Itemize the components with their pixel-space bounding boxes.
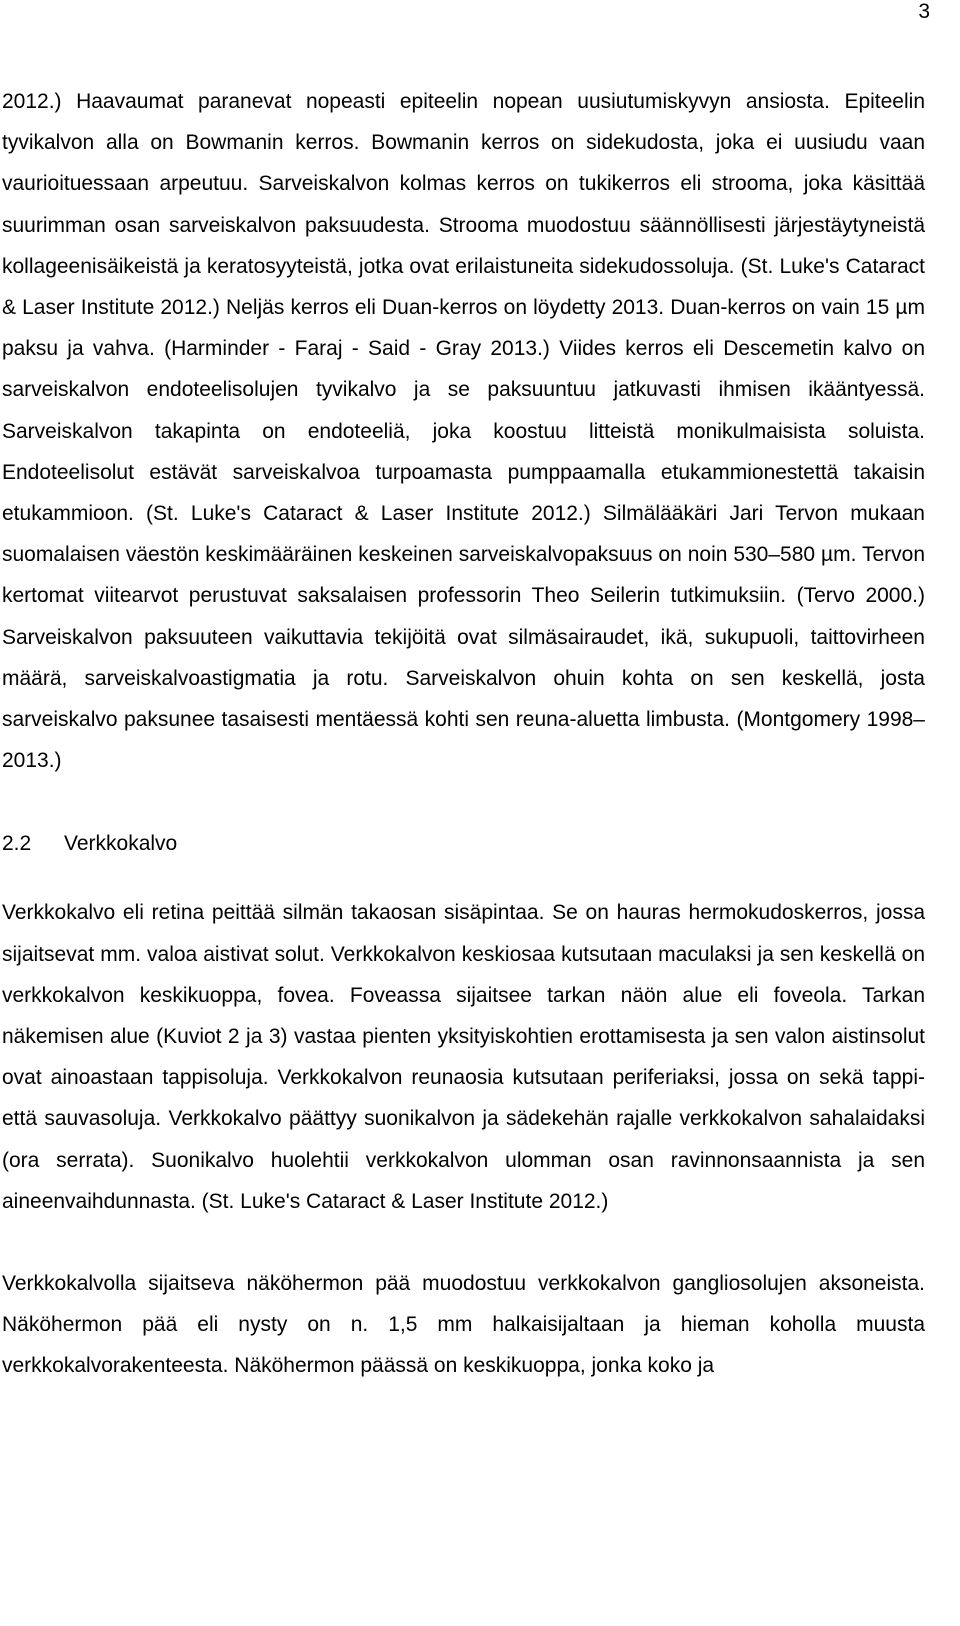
section-title: Verkkokalvo bbox=[64, 832, 178, 856]
section-heading bbox=[2, 823, 925, 864]
page-number: 3 bbox=[918, 0, 930, 23]
body-paragraph: Verkkokalvo eli retina peittää silmän takaosan sisäpintaa. Se on hauras hermokudoskerros, jossa sijaitsevat mm. valoa aistivat solut. Verkkokalvon keskiosaa kutsutaan maculaksi ja sen keskellä on verkkokalvon keskikuoppa, fovea. Foveassa sijaitsee tarkan näön alue eli foveola. Tarkan näkemisen alue (Kuviot 2 ja 3) vastaa pienten yksityiskohtien erottamisesta ja sen valon aistinsolut ovat ainoastaan tappisoluja. Verkkokalvon reunaosia kutsutaan periferiaksi, jossa on sekä tappi- että sauvasoluja. Verkkokalvo päättyy suonikalvon ja sädekehän rajalle verkkokalvon sahalaidaksi (ora serrata). Suonikalvo huolehtii verkkokalvon ulomman osan ravinnonsaannista ja sen aineenvaihdunnasta. (St. Luke's Cataract & Laser Institute 2012.) bbox=[2, 901, 925, 1213]
body-paragraph: Verkkokalvolla sijaitseva näköhermon pää muodostuu verkkokalvon gangliosolujen aksoneista. Näköhermon pää eli nysty on n. 1,5 mm halkaisijaltaan ja hieman koholla muusta verkkokalvorakenteesta. Näköhermon päässä on keskikuoppa, jonka koko ja bbox=[2, 1272, 925, 1378]
section-number: 2.2 bbox=[2, 832, 32, 856]
body-paragraph: 2012.) Haavaumat paranevat nopeasti epiteelin nopean uusiutumiskyvyn ansiosta. Epiteelin tyvikalvon alla on Bowmanin kerros. Bowmanin kerros on sidekudosta, joka ei uusiudu vaan vaurioituessaan arpeutuu. Sarveiskalvon kolmas kerros on tukikerros eli strooma, joka käsittää suurimman osan sarveiskalvon paksuudesta. Strooma muodostuu säännöllisesti järjestäytyneistä kollageenisäikeistä ja keratosyyteistä, jotka ovat erilaistuneita sidekudossoluja. (St. Luke's Cataract & Laser Institute 2012.) Neljäs kerros eli Duan-kerros on löydetty 2013. Duan-kerros on vain 15 µm paksu ja vahva. (Harminder - Faraj - Said - Gray 2013.) Viides kerros eli Descemetin kalvo on sarveiskalvon endoteelisolujen tyvikalvo ja se paksuuntuu jatkuvasti ihmisen ikääntyessä. Sarveiskalvon takapinta on endoteeliä, joka koostuu litteistä monikulmaisista soluista. Endoteelisolut estävät sarveiskalvoa turpoamasta pumppaamalla etukammionestettä takaisin etukammioon. (St. Luke's Cataract & Laser Institute 2012.) Silmälääkäri Jari Tervon mukaan suomalaisen väestön keskimääräinen keskeinen sarveiskalvopaksuus on noin 530–580 µm. Tervon kertomat viitearvot perustuvat saksalaisen professorin Theo Seilerin tutkimuksiin. (Tervo 2000.) Sarveiskalvon paksuuteen vaikuttavia tekijöitä ovat silmäsairaudet, ikä, sukupuoli, taittovirheen määrä, sarveiskalvoastigmatia ja rotu. Sarveiskalvon ohuin kohta on sen keskellä, josta sarveiskalvo paksunee tasaisesti mentäessä kohti sen reuna-aluetta limbusta. (Montgomery 1998–2013.) bbox=[2, 90, 925, 773]
page-content bbox=[2, 81, 925, 1387]
